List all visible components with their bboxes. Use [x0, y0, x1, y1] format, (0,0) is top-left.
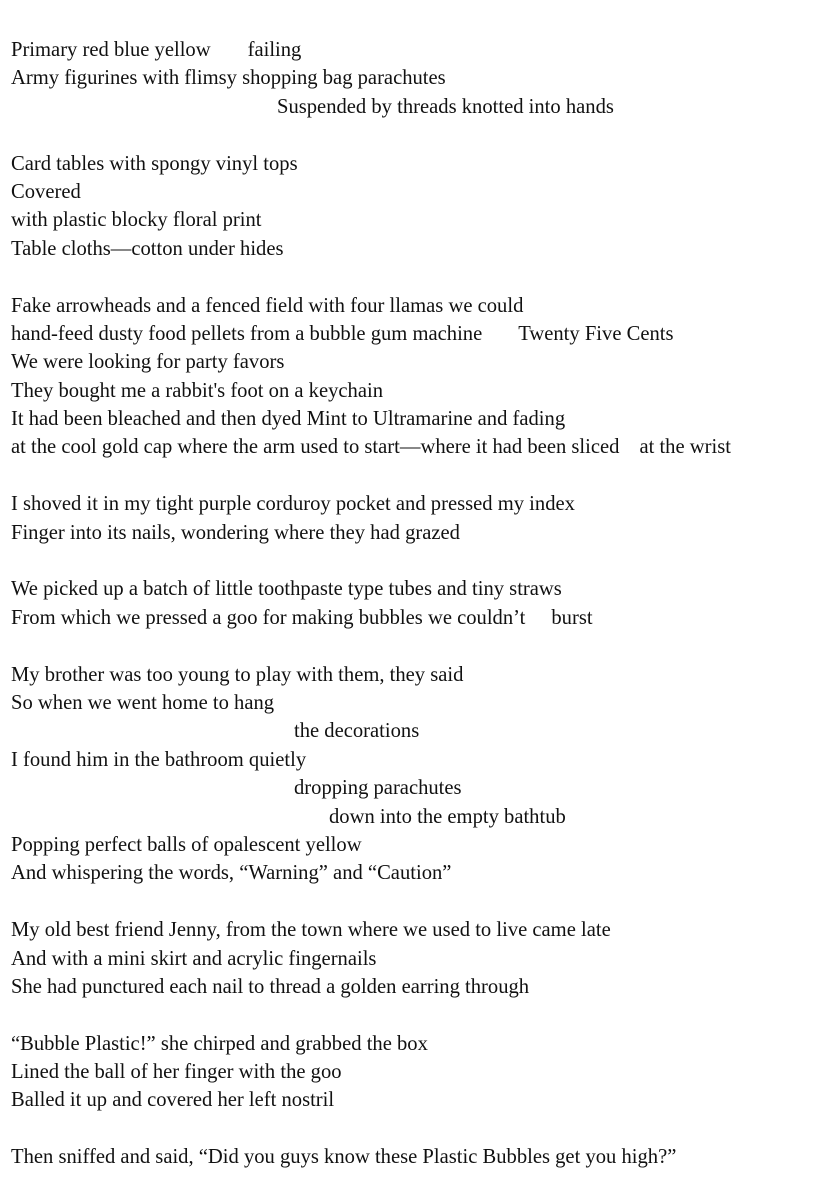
- poem-line-segment: at the wrist: [639, 436, 731, 459]
- stanza-7: [11, 916, 816, 1001]
- poem-line: And whispering the words, “Warning” and “Caution”: [11, 862, 452, 885]
- stanza-9: [11, 1143, 816, 1171]
- poem-line: “Bubble Plastic!” she chirped and grabbed the box: [11, 1032, 428, 1055]
- poem-line: [11, 36, 816, 64]
- poem-line: Army figurines with flimsy shopping bag parachutes: [11, 67, 446, 90]
- poem-line-segment: hand-feed dusty food pellets from a bubble gum machine: [11, 322, 483, 345]
- poem-line-indented: the decorations: [294, 720, 420, 743]
- poem-line: Table cloths—cotton under hides: [11, 237, 284, 260]
- poem-line: Covered: [11, 180, 81, 203]
- stanza-6: [11, 661, 816, 888]
- poem-line-indented: Suspended by threads knotted into hands: [277, 95, 614, 118]
- poem-line-segment: failing: [247, 39, 302, 61]
- stanza-3: [11, 292, 816, 462]
- poem-line-segment: From which we pressed a goo for making bubbles we couldn’t: [11, 606, 526, 629]
- poem-line: Fake arrowheads and a fenced field with four llamas we could: [11, 294, 524, 317]
- stanza-8: [11, 1030, 816, 1115]
- poem-line: Finger into its nails, wondering where they had grazed: [11, 521, 460, 544]
- poem-line-segment: at the cool gold cap where the arm used to start—where it had been sliced: [11, 436, 620, 459]
- stanza-1: [11, 36, 816, 121]
- poem-line: We picked up a batch of little toothpaste type tubes and tiny straws: [11, 578, 562, 601]
- poem-line: I shoved it in my tight purple corduroy pocket and pressed my index: [11, 493, 575, 516]
- poem-line: They bought me a rabbit's foot on a keychain: [11, 379, 384, 402]
- poem-line-indented: dropping parachutes: [294, 777, 462, 800]
- poem-line: My brother was too young to play with them, they said: [11, 663, 464, 686]
- poem-line: [11, 433, 816, 461]
- poem-line: She had punctured each nail to thread a golden earring through: [11, 975, 530, 998]
- poem-line: And with a mini skirt and acrylic fingernails: [11, 947, 377, 970]
- poem-line: Lined the ball of her finger with the goo: [11, 1061, 342, 1084]
- poem-line-segment: Primary red blue yellow: [11, 39, 211, 61]
- stanza-4: [11, 490, 816, 547]
- poem-line: We were looking for party favors: [11, 351, 285, 374]
- stanza-2: [11, 150, 816, 264]
- poem-line: Card tables with spongy vinyl tops: [11, 152, 298, 175]
- poem-body: [11, 36, 816, 1172]
- poem-line: I found him in the bathroom quietly: [11, 748, 307, 771]
- poem-line: Popping perfect balls of opalescent yellow: [11, 833, 362, 856]
- poem-line-segment: Twenty Five Cents: [518, 322, 674, 345]
- poem-line: My old best friend Jenny, from the town where we used to live came late: [11, 919, 611, 942]
- poem-line-segment: burst: [551, 606, 593, 629]
- stanza-5: [11, 575, 816, 632]
- poem-line: It had been bleached and then dyed Mint to Ultramarine and fading: [11, 408, 566, 431]
- poem-line: [11, 320, 816, 348]
- poem-line: with plastic blocky floral print: [11, 209, 262, 232]
- poem-line-indented: down into the empty bathtub: [329, 805, 566, 828]
- poem-line: [11, 604, 816, 632]
- poem-line: So when we went home to hang: [11, 691, 275, 714]
- poem-line: Balled it up and covered her left nostril: [11, 1089, 335, 1112]
- poem-line: Then sniffed and said, “Did you guys know these Plastic Bubbles get you high?”: [11, 1146, 677, 1169]
